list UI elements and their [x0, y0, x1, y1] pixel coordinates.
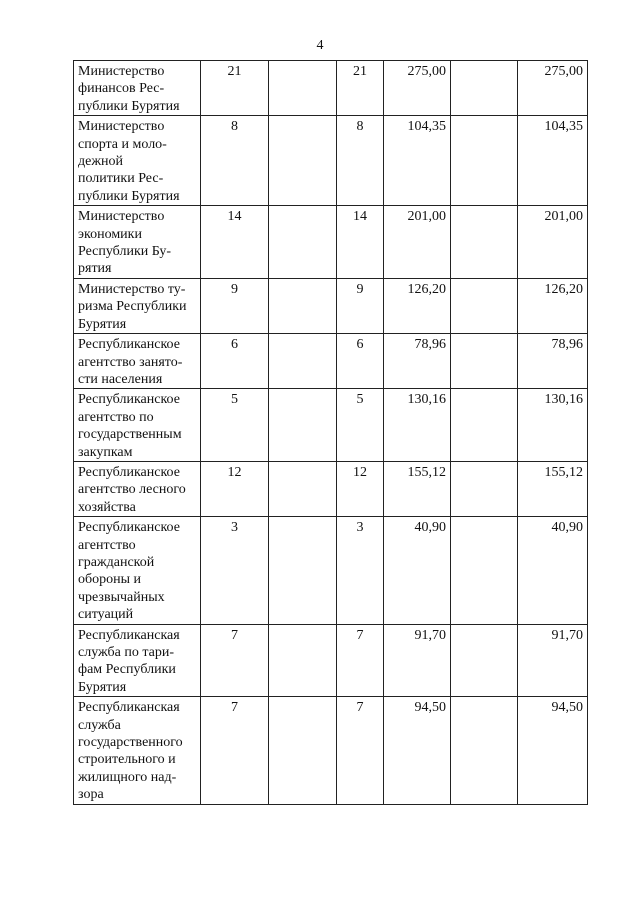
empty-cell: [269, 389, 337, 462]
organization-name-line: закупкам: [78, 444, 133, 460]
table-row: [74, 389, 588, 462]
empty-cell: [269, 517, 337, 624]
organization-name-cell: [74, 461, 201, 516]
organization-name-line: Министерство ту-: [78, 281, 186, 297]
amount-cell: 126,20: [384, 278, 451, 333]
count-cell: 14: [201, 206, 269, 279]
organization-name-line: агентство занято-: [78, 354, 183, 370]
table-body: [74, 61, 588, 805]
count-2-cell: 8: [337, 116, 384, 206]
organization-name-line: гражданской: [78, 554, 155, 570]
empty-cell: [269, 697, 337, 804]
count-cell: 7: [201, 697, 269, 804]
empty-cell: [451, 624, 518, 697]
organization-name-line: Министерство: [78, 64, 165, 79]
organization-name-line: служба: [78, 717, 121, 733]
count-cell: 6: [201, 334, 269, 389]
empty-cell: [451, 206, 518, 279]
organization-name-line: Республиканское: [78, 337, 180, 353]
organization-name-line: ситуаций: [78, 607, 134, 623]
organization-name-line: Бурятия: [78, 679, 127, 695]
count-cell: 5: [201, 389, 269, 462]
budget-table: [73, 60, 588, 805]
total-cell: 275,00: [518, 61, 588, 116]
organization-name-line: служба по тари-: [78, 645, 174, 660]
organization-name-line: обороны и: [78, 572, 142, 588]
table-row: [74, 278, 588, 333]
total-cell: 201,00: [518, 206, 588, 279]
empty-cell: [451, 61, 518, 116]
count-cell: 12: [201, 461, 269, 516]
total-cell: 94,50: [518, 697, 588, 804]
count-cell: 21: [201, 61, 269, 116]
amount-cell: 130,16: [384, 389, 451, 462]
organization-name-line: фам Республики: [78, 662, 176, 678]
organization-name-line: публики Бурятия: [78, 188, 180, 204]
amount-cell: 78,96: [384, 334, 451, 389]
empty-cell: [451, 461, 518, 516]
total-cell: 130,16: [518, 389, 588, 462]
table-row: [74, 697, 588, 804]
count-2-cell: 21: [337, 61, 384, 116]
organization-name-line: Министерство: [78, 119, 165, 135]
organization-name-line: Республиканская: [78, 627, 180, 643]
empty-cell: [451, 334, 518, 389]
organization-name-line: Республиканское: [78, 392, 180, 408]
organization-name-cell: [74, 389, 201, 462]
empty-cell: [269, 624, 337, 697]
total-cell: 155,12: [518, 461, 588, 516]
organization-name-line: Республиканская: [78, 700, 180, 716]
organization-name-line: ризма Республики: [78, 299, 187, 315]
organization-name-line: политики Рес-: [78, 171, 164, 187]
count-2-cell: 7: [337, 624, 384, 697]
organization-name-line: дежной: [78, 154, 123, 170]
organization-name-cell: [74, 61, 201, 116]
organization-name-cell: [74, 517, 201, 624]
organization-name-line: Республиканское: [78, 464, 180, 480]
amount-cell: 94,50: [384, 697, 451, 804]
amount-cell: 104,35: [384, 116, 451, 206]
organization-name-line: хозяйства: [78, 499, 136, 515]
count-2-cell: 7: [337, 697, 384, 804]
organization-name-line: экономики: [78, 226, 142, 242]
count-cell: 8: [201, 116, 269, 206]
table-row: [74, 206, 588, 279]
organization-name-cell: [74, 697, 201, 804]
count-2-cell: 5: [337, 389, 384, 462]
empty-cell: [269, 206, 337, 279]
empty-cell: [269, 334, 337, 389]
count-2-cell: 14: [337, 206, 384, 279]
total-cell: 91,70: [518, 624, 588, 697]
total-cell: 104,35: [518, 116, 588, 206]
organization-name-cell: [74, 624, 201, 697]
empty-cell: [451, 697, 518, 804]
organization-name-line: Бурятия: [78, 316, 127, 332]
organization-name-line: чрезвычайных: [78, 589, 165, 605]
empty-cell: [451, 389, 518, 462]
organization-name-line: жилищного над-: [78, 769, 177, 785]
count-cell: 3: [201, 517, 269, 624]
table-row: [74, 334, 588, 389]
table-row: [74, 517, 588, 624]
organization-name-line: сти населения: [78, 371, 163, 387]
amount-cell: 201,00: [384, 206, 451, 279]
table-row: [74, 61, 588, 116]
table-row: [74, 624, 588, 697]
table-row: [74, 116, 588, 206]
page-number: 4: [316, 38, 324, 53]
organization-name-line: финансов Рес-: [78, 81, 165, 97]
total-cell: 78,96: [518, 334, 588, 389]
organization-name-line: рятия: [78, 261, 112, 277]
empty-cell: [269, 461, 337, 516]
empty-cell: [269, 116, 337, 206]
organization-name-cell: [74, 278, 201, 333]
organization-name-cell: [74, 334, 201, 389]
organization-name-line: Министерство: [78, 209, 165, 225]
organization-name-line: зора: [78, 787, 104, 803]
organization-name-line: Республики Бу-: [78, 244, 172, 260]
total-cell: 40,90: [518, 517, 588, 624]
empty-cell: [451, 517, 518, 624]
organization-name-line: строительного и: [78, 752, 176, 768]
count-2-cell: 9: [337, 278, 384, 333]
amount-cell: 40,90: [384, 517, 451, 624]
count-2-cell: 12: [337, 461, 384, 516]
organization-name-line: спорта и моло-: [78, 136, 167, 152]
empty-cell: [451, 116, 518, 206]
organization-name-line: агентство: [78, 537, 136, 553]
organization-name-line: публики Бурятия: [78, 98, 180, 114]
organization-name-line: агентство лесного: [78, 482, 186, 498]
organization-name-cell: [74, 206, 201, 279]
empty-cell: [451, 278, 518, 333]
organization-name-line: Республиканское: [78, 520, 180, 536]
organization-name-cell: [74, 116, 201, 206]
amount-cell: 275,00: [384, 61, 451, 116]
organization-name-line: государственным: [78, 427, 182, 443]
empty-cell: [269, 278, 337, 333]
amount-cell: 155,12: [384, 461, 451, 516]
count-cell: 7: [201, 624, 269, 697]
count-cell: 9: [201, 278, 269, 333]
count-2-cell: 3: [337, 517, 384, 624]
total-cell: 126,20: [518, 278, 588, 333]
count-2-cell: 6: [337, 334, 384, 389]
amount-cell: 91,70: [384, 624, 451, 697]
organization-name-line: государственного: [78, 735, 183, 751]
table-row: [74, 461, 588, 516]
empty-cell: [269, 61, 337, 116]
organization-name-line: агентство по: [78, 409, 154, 425]
